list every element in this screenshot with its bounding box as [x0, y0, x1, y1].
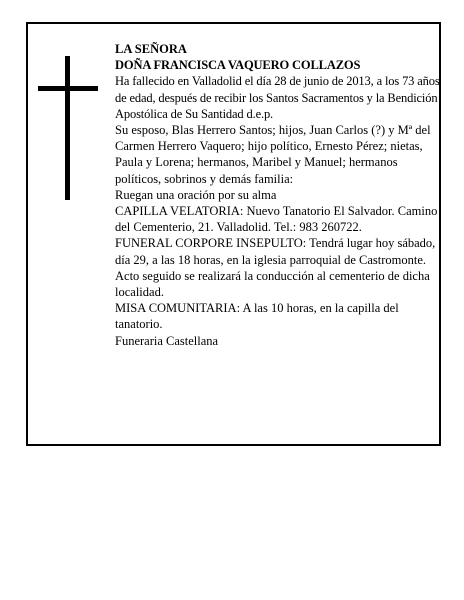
family-list: Su esposo, Blas Herrero Santos; hijos, Juan Carlos (?) y Mª del Carmen Herrero Vaquero; hijo político, Ernesto Pérez; nietas, Paula y Lorena; hermanos, Maribel y Manuel; hermanos políticos, sobrinos y demás familia:: [115, 123, 431, 186]
cross-vertical-bar: [65, 56, 70, 200]
mass-info: MISA COMUNITARIA: A las 10 horas, en la capilla del tanatorio.: [115, 301, 399, 332]
deceased-name: DOÑA FRANCISCA VAQUERO COLLAZOS: [115, 58, 361, 73]
funeral-home: Funeraria Castellana: [115, 333, 219, 348]
cross-icon: [38, 56, 98, 200]
notice-body: [115, 41, 440, 349]
funeral-info: FUNERAL CORPORE INSEPULTO: Tendrá lugar hoy sábado, día 29, a las 18 horas, en la iglesia parroquial de Castromonte. Acto seguido se realizará la conducción al cementerio de dicha localidad.: [115, 236, 436, 300]
cross-horizontal-bar: [38, 86, 98, 91]
death-announcement: Ha fallecido en Valladolid el día 28 de junio de 2013, a los 73 años de edad, después de recibir los Santos Sacramentos y la Bendición Apostólica de Su Santidad d.e.p.: [115, 74, 440, 121]
wake-chapel-info: CAPILLA VELATORIA: Nuevo Tanatorio El Salvador. Camino del Cementerio, 21. Valladolid. Tel.: 983 260722.: [115, 204, 438, 235]
obituary-notice: [26, 22, 441, 446]
heading-title: LA SEÑORA: [115, 42, 187, 56]
prayer-request: Ruegan una oración por su alma: [115, 187, 277, 202]
